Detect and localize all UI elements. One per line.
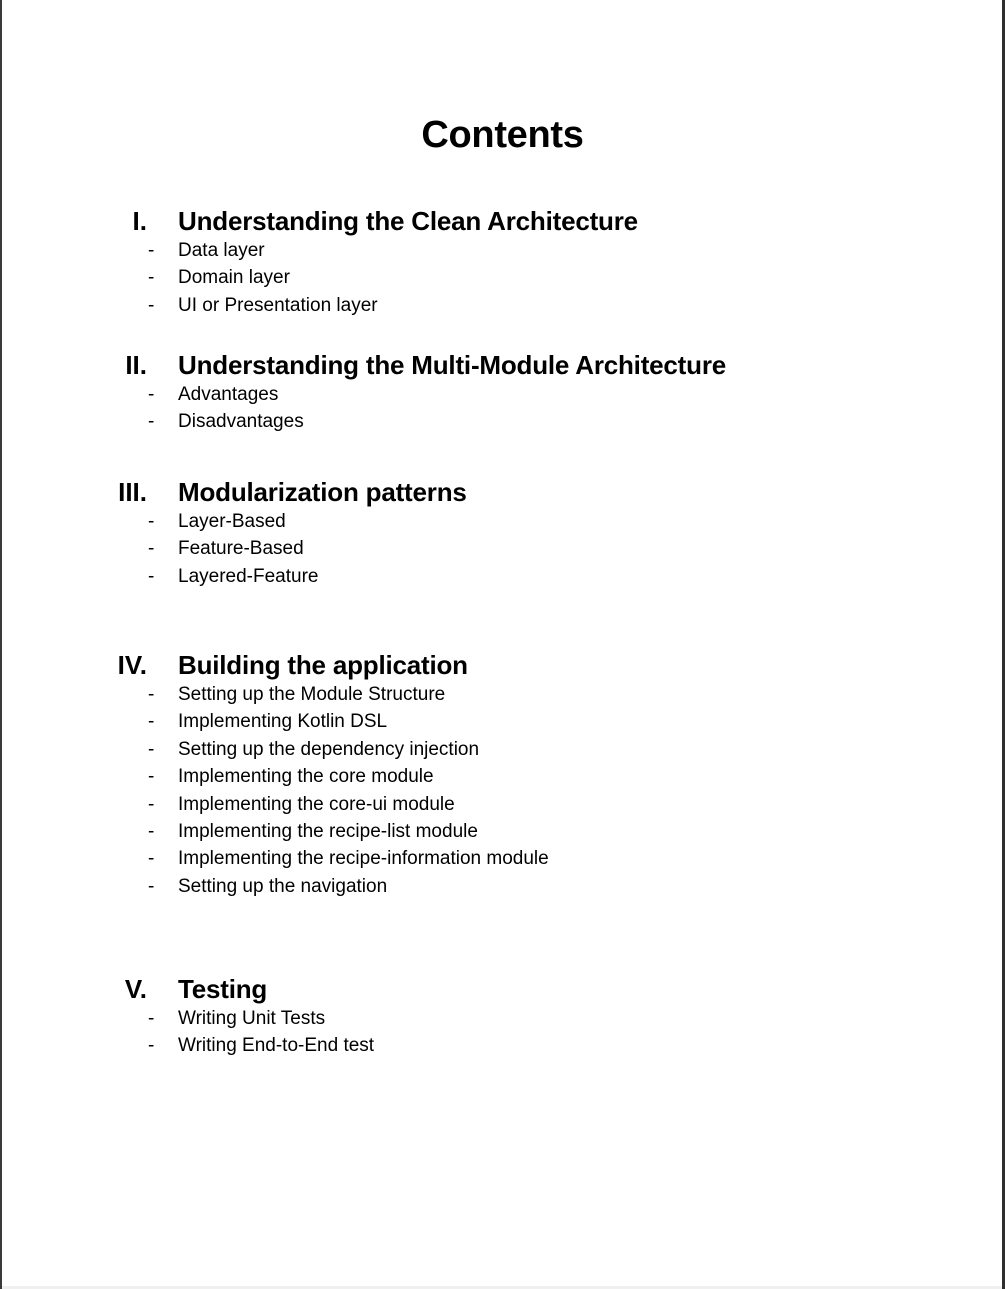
toc-section xyxy=(0,649,1000,900)
bullet-dash: - xyxy=(148,848,155,870)
toc-item-label: Advantages xyxy=(178,384,279,405)
bullet-dash: - xyxy=(148,766,155,788)
toc-item[interactable] xyxy=(0,563,1000,590)
section-number: IV. xyxy=(117,650,147,680)
toc-item-label: Implementing the core module xyxy=(178,766,434,788)
section-title: Understanding the Multi-Module Architecture xyxy=(178,350,727,380)
page-border-left xyxy=(0,0,2,1289)
bullet-dash: - xyxy=(148,411,155,433)
toc-item[interactable] xyxy=(0,736,1000,763)
section-title: Modularization patterns xyxy=(178,477,467,507)
section-number: II. xyxy=(125,350,147,380)
bullet-dash: - xyxy=(148,538,155,560)
toc-item-label: Writing Unit Tests xyxy=(178,1008,326,1029)
toc-item-label: Disadvantages xyxy=(178,411,304,433)
toc-item[interactable] xyxy=(0,818,1000,845)
toc-item-label: Setting up the dependency injection xyxy=(178,738,480,760)
toc-item-label: Setting up the navigation xyxy=(178,875,388,897)
section-items xyxy=(0,1005,1000,1060)
toc-item-label: Feature-Based xyxy=(178,538,304,560)
bullet-dash: - xyxy=(148,240,155,261)
toc-item-label: Setting up the Module Structure xyxy=(178,684,446,705)
section-items xyxy=(0,508,1000,590)
toc-item[interactable] xyxy=(0,292,1000,319)
bullet-dash: - xyxy=(148,711,155,733)
section-items xyxy=(0,681,1000,900)
section-number: III. xyxy=(118,477,147,507)
toc-item[interactable] xyxy=(0,681,1000,708)
section-items xyxy=(0,237,1000,319)
bullet-dash: - xyxy=(148,1035,155,1057)
bullet-dash: - xyxy=(148,294,155,316)
bullet-dash: - xyxy=(148,820,155,842)
bullet-dash: - xyxy=(148,1008,155,1029)
toc-item-label: Layered-Feature xyxy=(178,565,319,587)
section-heading[interactable] xyxy=(0,476,1000,508)
toc-item-label: Implementing the core-ui module xyxy=(178,793,455,815)
toc-item[interactable] xyxy=(0,535,1000,562)
bullet-dash: - xyxy=(148,267,155,289)
page-title: Contents xyxy=(421,114,584,156)
toc-item[interactable] xyxy=(0,1032,1000,1059)
toc-item-label: Domain layer xyxy=(178,267,290,289)
bullet-dash: - xyxy=(148,738,155,760)
bullet-dash: - xyxy=(148,511,155,532)
toc-item-label: Implementing the recipe-information module xyxy=(178,848,549,870)
section-heading[interactable] xyxy=(0,349,1000,381)
toc-item-label: Layer-Based xyxy=(178,511,286,532)
toc-item[interactable] xyxy=(0,237,1000,264)
toc-item[interactable] xyxy=(0,708,1000,735)
toc-section xyxy=(0,476,1000,590)
toc-item-label: Writing End-to-End test xyxy=(178,1035,375,1057)
section-heading[interactable] xyxy=(0,649,1000,681)
toc-section xyxy=(0,205,1000,319)
bullet-dash: - xyxy=(148,384,155,405)
toc-item[interactable] xyxy=(0,1005,1000,1032)
toc-section xyxy=(0,973,1000,1060)
toc-item[interactable] xyxy=(0,264,1000,291)
section-items xyxy=(0,381,1000,436)
section-number: I. xyxy=(132,206,147,236)
toc-item[interactable] xyxy=(0,508,1000,535)
bullet-dash: - xyxy=(148,793,155,815)
section-title: Testing xyxy=(178,974,268,1004)
toc-item-label: UI or Presentation layer xyxy=(178,294,378,316)
toc-item[interactable] xyxy=(0,791,1000,818)
section-title: Building the application xyxy=(178,650,468,680)
section-heading[interactable] xyxy=(0,973,1000,1005)
section-heading[interactable] xyxy=(0,205,1000,237)
toc-item[interactable] xyxy=(0,408,1000,435)
toc-item[interactable] xyxy=(0,381,1000,408)
toc-item[interactable] xyxy=(0,873,1000,900)
section-number: V. xyxy=(124,974,147,1004)
bullet-dash: - xyxy=(148,875,155,897)
section-title: Understanding the Clean Architecture xyxy=(178,206,638,236)
toc-item[interactable] xyxy=(0,845,1000,872)
toc-section xyxy=(0,349,1000,436)
toc-item-label: Implementing the recipe-list module xyxy=(178,820,478,842)
toc-item-label: Implementing Kotlin DSL xyxy=(178,711,388,733)
bullet-dash: - xyxy=(148,684,155,705)
toc-item-label: Data layer xyxy=(178,240,265,261)
bullet-dash: - xyxy=(148,565,155,587)
toc-item[interactable] xyxy=(0,763,1000,790)
